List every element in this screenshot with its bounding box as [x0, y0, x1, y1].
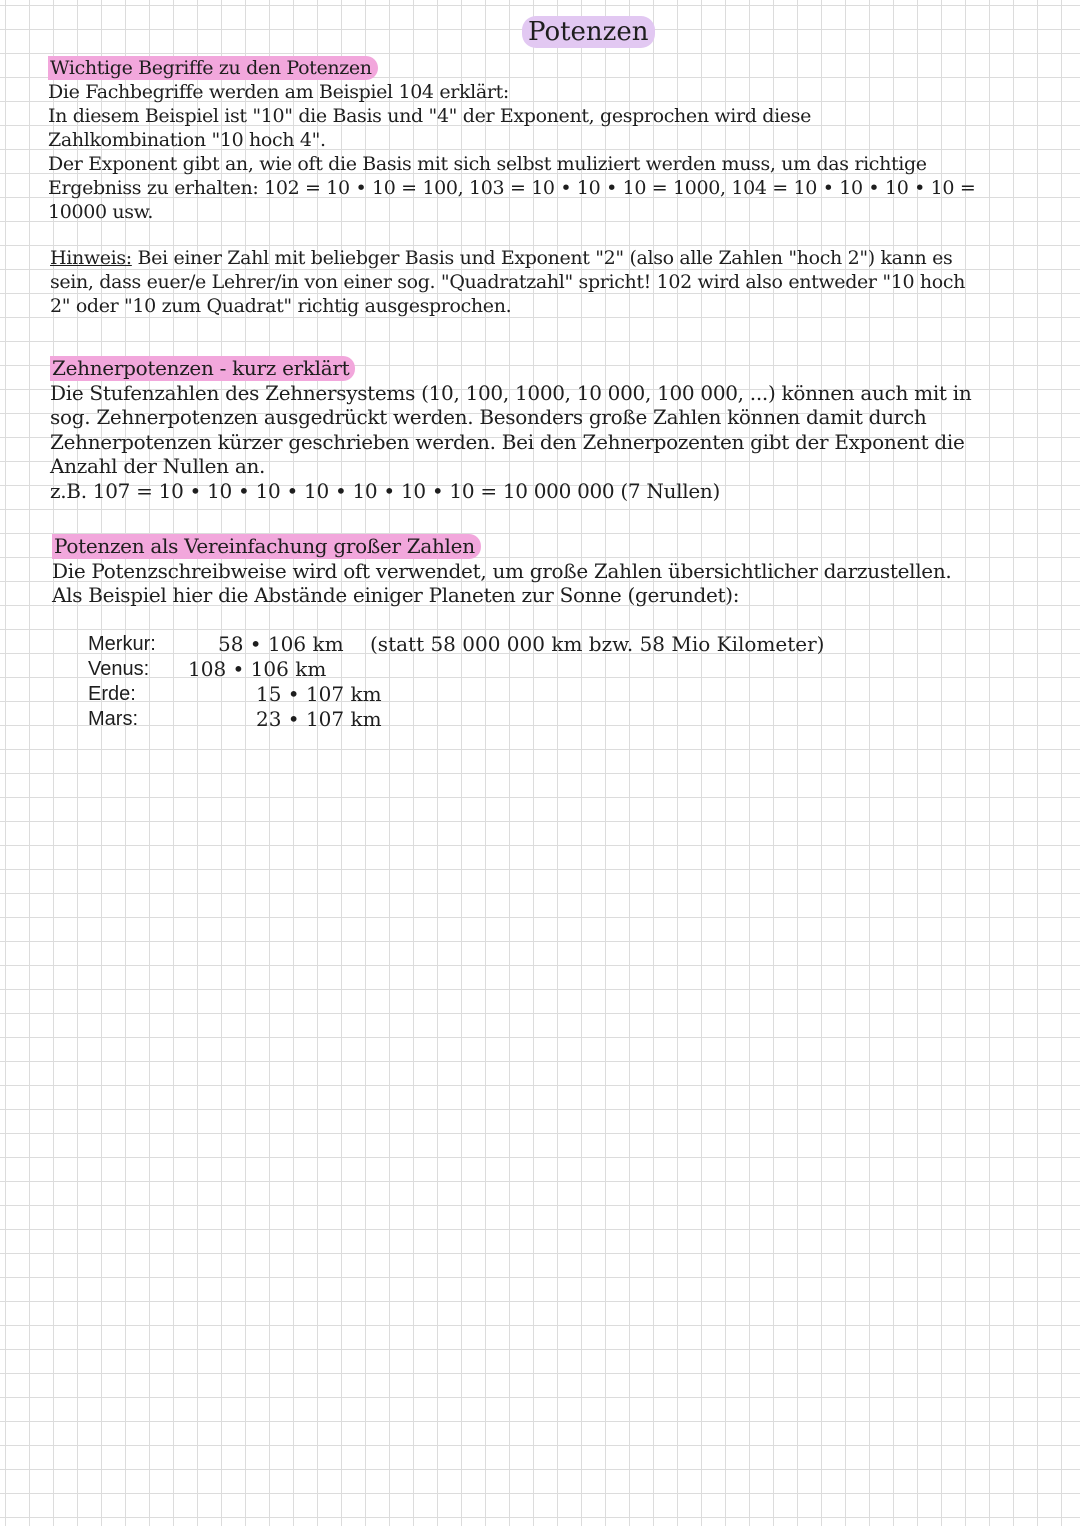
text-line: 2" oder "10 zum Quadrat" richtig ausgesprochen.	[50, 295, 512, 317]
section-note	[50, 246, 965, 318]
planet-name: Mars:	[88, 708, 138, 730]
planet-distance: 58 • 106 km	[218, 632, 344, 656]
text-line: sog. Zehnerpotenzen ausgedrückt werden. Besonders große Zahlen können damit durch	[50, 405, 927, 429]
text-line: Ergebniss zu erhalten: 102 = 10 • 10 = 100, 103 = 10 • 10 • 10 = 1000, 104 = 10 • 10 • 10 • 10 =	[48, 177, 976, 199]
section-terms	[48, 56, 975, 224]
text-line: Der Exponent gibt an, wie oft die Basis mit sich selbst muliziert werden muss, um das richtige	[48, 153, 927, 175]
text-line: Zahlkombination "10 hoch 4".	[48, 129, 326, 151]
text-line: Anzahl der Nullen an.	[50, 454, 266, 478]
text-line: Zehnerpotenzen kürzer geschrieben werden. Bei den Zehnerpozenten gibt der Exponent die	[50, 429, 965, 454]
text-line: sein, dass euer/e Lehrer/in von einer sog. "Quadratzahl" spricht! 102 wird also entweder "10 hoch	[50, 271, 966, 293]
text-line: z.B. 107 = 10 • 10 • 10 • 10 • 10 • 10 • 10 = 10 000 000 (7 Nullen)	[50, 478, 720, 503]
note-label: Hinweis:	[50, 247, 132, 269]
planet-distance: 23 • 107 km	[256, 707, 382, 731]
text-line: 10000 usw.	[48, 201, 154, 223]
section-large-numbers	[52, 534, 951, 608]
planet-distance: 108 • 106 km	[188, 657, 327, 681]
section-heading-large-numbers: Potenzen als Vereinfachung großer Zahlen	[52, 534, 481, 559]
planet-distance: 15 • 107 km	[256, 682, 382, 706]
section-powers-of-ten	[50, 356, 971, 503]
planet-note: (statt 58 000 000 km bzw. 58 Mio Kilometer)	[370, 632, 825, 656]
text-line: Bei einer Zahl mit beliebger Basis und Exponent "2" (also alle Zahlen "hoch 2") kann es	[131, 247, 953, 269]
planet-name: Erde:	[88, 683, 136, 705]
text-line: Die Stufenzahlen des Zehnersystems (10, 100, 1000, 10 000, 100 000, ...) können auch mit in	[50, 380, 972, 405]
section-heading-powers-of-ten: Zehnerpotenzen - kurz erklärt	[50, 356, 355, 381]
text-line: Die Potenzschreibweise wird oft verwendet, um große Zahlen übersichtlicher darzustellen.	[52, 558, 952, 583]
page-title: Potenzen	[522, 16, 655, 48]
text-line: Als Beispiel hier die Abstände einiger Planeten zur Sonne (gerundet):	[52, 583, 740, 607]
text-line: Die Fachbegriffe werden am Beispiel 104 erklärt:	[48, 81, 509, 103]
section-heading-terms: Wichtige Begriffe zu den Potenzen	[48, 56, 378, 80]
text-line: In diesem Beispiel ist "10" die Basis und "4" der Exponent, gesprochen wird diese	[48, 105, 811, 127]
planet-name: Merkur:	[88, 633, 156, 655]
planet-name: Venus:	[88, 658, 150, 680]
